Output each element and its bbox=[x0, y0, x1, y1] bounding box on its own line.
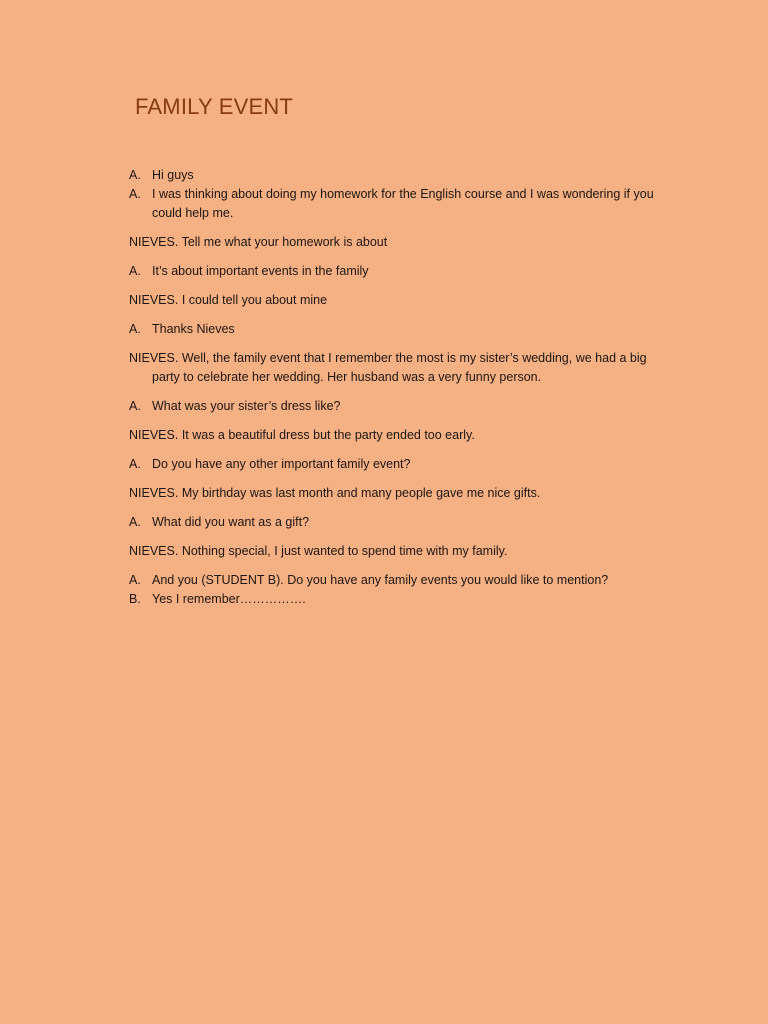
line-text: I was thinking about doing my homework for the English course and I was wondering if you could help me. bbox=[152, 187, 654, 220]
dialogue-line bbox=[129, 349, 669, 387]
line-text: It’s about important events in the family bbox=[152, 264, 369, 278]
document-title: FAMILY EVENT bbox=[135, 94, 294, 119]
line-text: Hi guys bbox=[152, 168, 194, 182]
line-text: Yes I remember……………. bbox=[152, 592, 306, 606]
line-text: My birthday was last month and many people gave me nice gifts. bbox=[181, 486, 541, 500]
speaker-label: NIEVES. bbox=[129, 486, 179, 500]
speaker-label: NIEVES. bbox=[129, 351, 179, 365]
dialogue-line bbox=[129, 397, 669, 416]
dialogue-line bbox=[129, 233, 669, 252]
line-text: And you (STUDENT B). Do you have any family events you would like to mention? bbox=[152, 573, 609, 587]
dialogue-line bbox=[129, 513, 669, 532]
line-text: Do you have any other important family event? bbox=[152, 457, 411, 471]
line-text: I could tell you about mine bbox=[181, 293, 328, 307]
dialogue-line bbox=[129, 484, 669, 503]
line-text: What was your sister’s dress like? bbox=[152, 399, 341, 413]
line-text: Well, the family event that I remember the most is my sister’s wedding, we had a big party to celebrate her wedding. Her husband was a very funny person. bbox=[152, 351, 647, 384]
speaker-label: NIEVES. bbox=[129, 544, 179, 558]
dialogue-line bbox=[129, 426, 669, 445]
list-marker: A. bbox=[129, 187, 141, 201]
line-text: Nothing special, I just wanted to spend time with my family. bbox=[181, 544, 508, 558]
list-marker: A. bbox=[129, 573, 141, 587]
speaker-label: NIEVES. bbox=[129, 428, 179, 442]
list-marker: A. bbox=[129, 264, 141, 278]
dialogue-line bbox=[129, 166, 669, 185]
list-marker: A. bbox=[129, 457, 141, 471]
list-marker: A. bbox=[129, 399, 141, 413]
line-text: Thanks Nieves bbox=[152, 322, 235, 336]
line-text: Tell me what your homework is about bbox=[181, 235, 388, 249]
dialogue-line bbox=[129, 455, 669, 474]
list-marker: A. bbox=[129, 515, 141, 529]
line-text: What did you want as a gift? bbox=[152, 515, 310, 529]
dialogue-line bbox=[129, 542, 669, 561]
dialogue-line bbox=[129, 291, 669, 310]
dialogue-line bbox=[129, 320, 669, 339]
dialogue-line bbox=[129, 571, 669, 590]
list-marker: A. bbox=[129, 168, 141, 182]
dialogue-line bbox=[129, 185, 669, 223]
dialogue-line bbox=[129, 590, 669, 609]
list-marker: A. bbox=[129, 322, 141, 336]
speaker-label: NIEVES. bbox=[129, 293, 179, 307]
list-marker: B. bbox=[129, 592, 141, 606]
dialogue bbox=[129, 166, 669, 609]
dialogue-line bbox=[129, 262, 669, 281]
line-text: It was a beautiful dress but the party ended too early. bbox=[181, 428, 475, 442]
speaker-label: NIEVES. bbox=[129, 235, 179, 249]
